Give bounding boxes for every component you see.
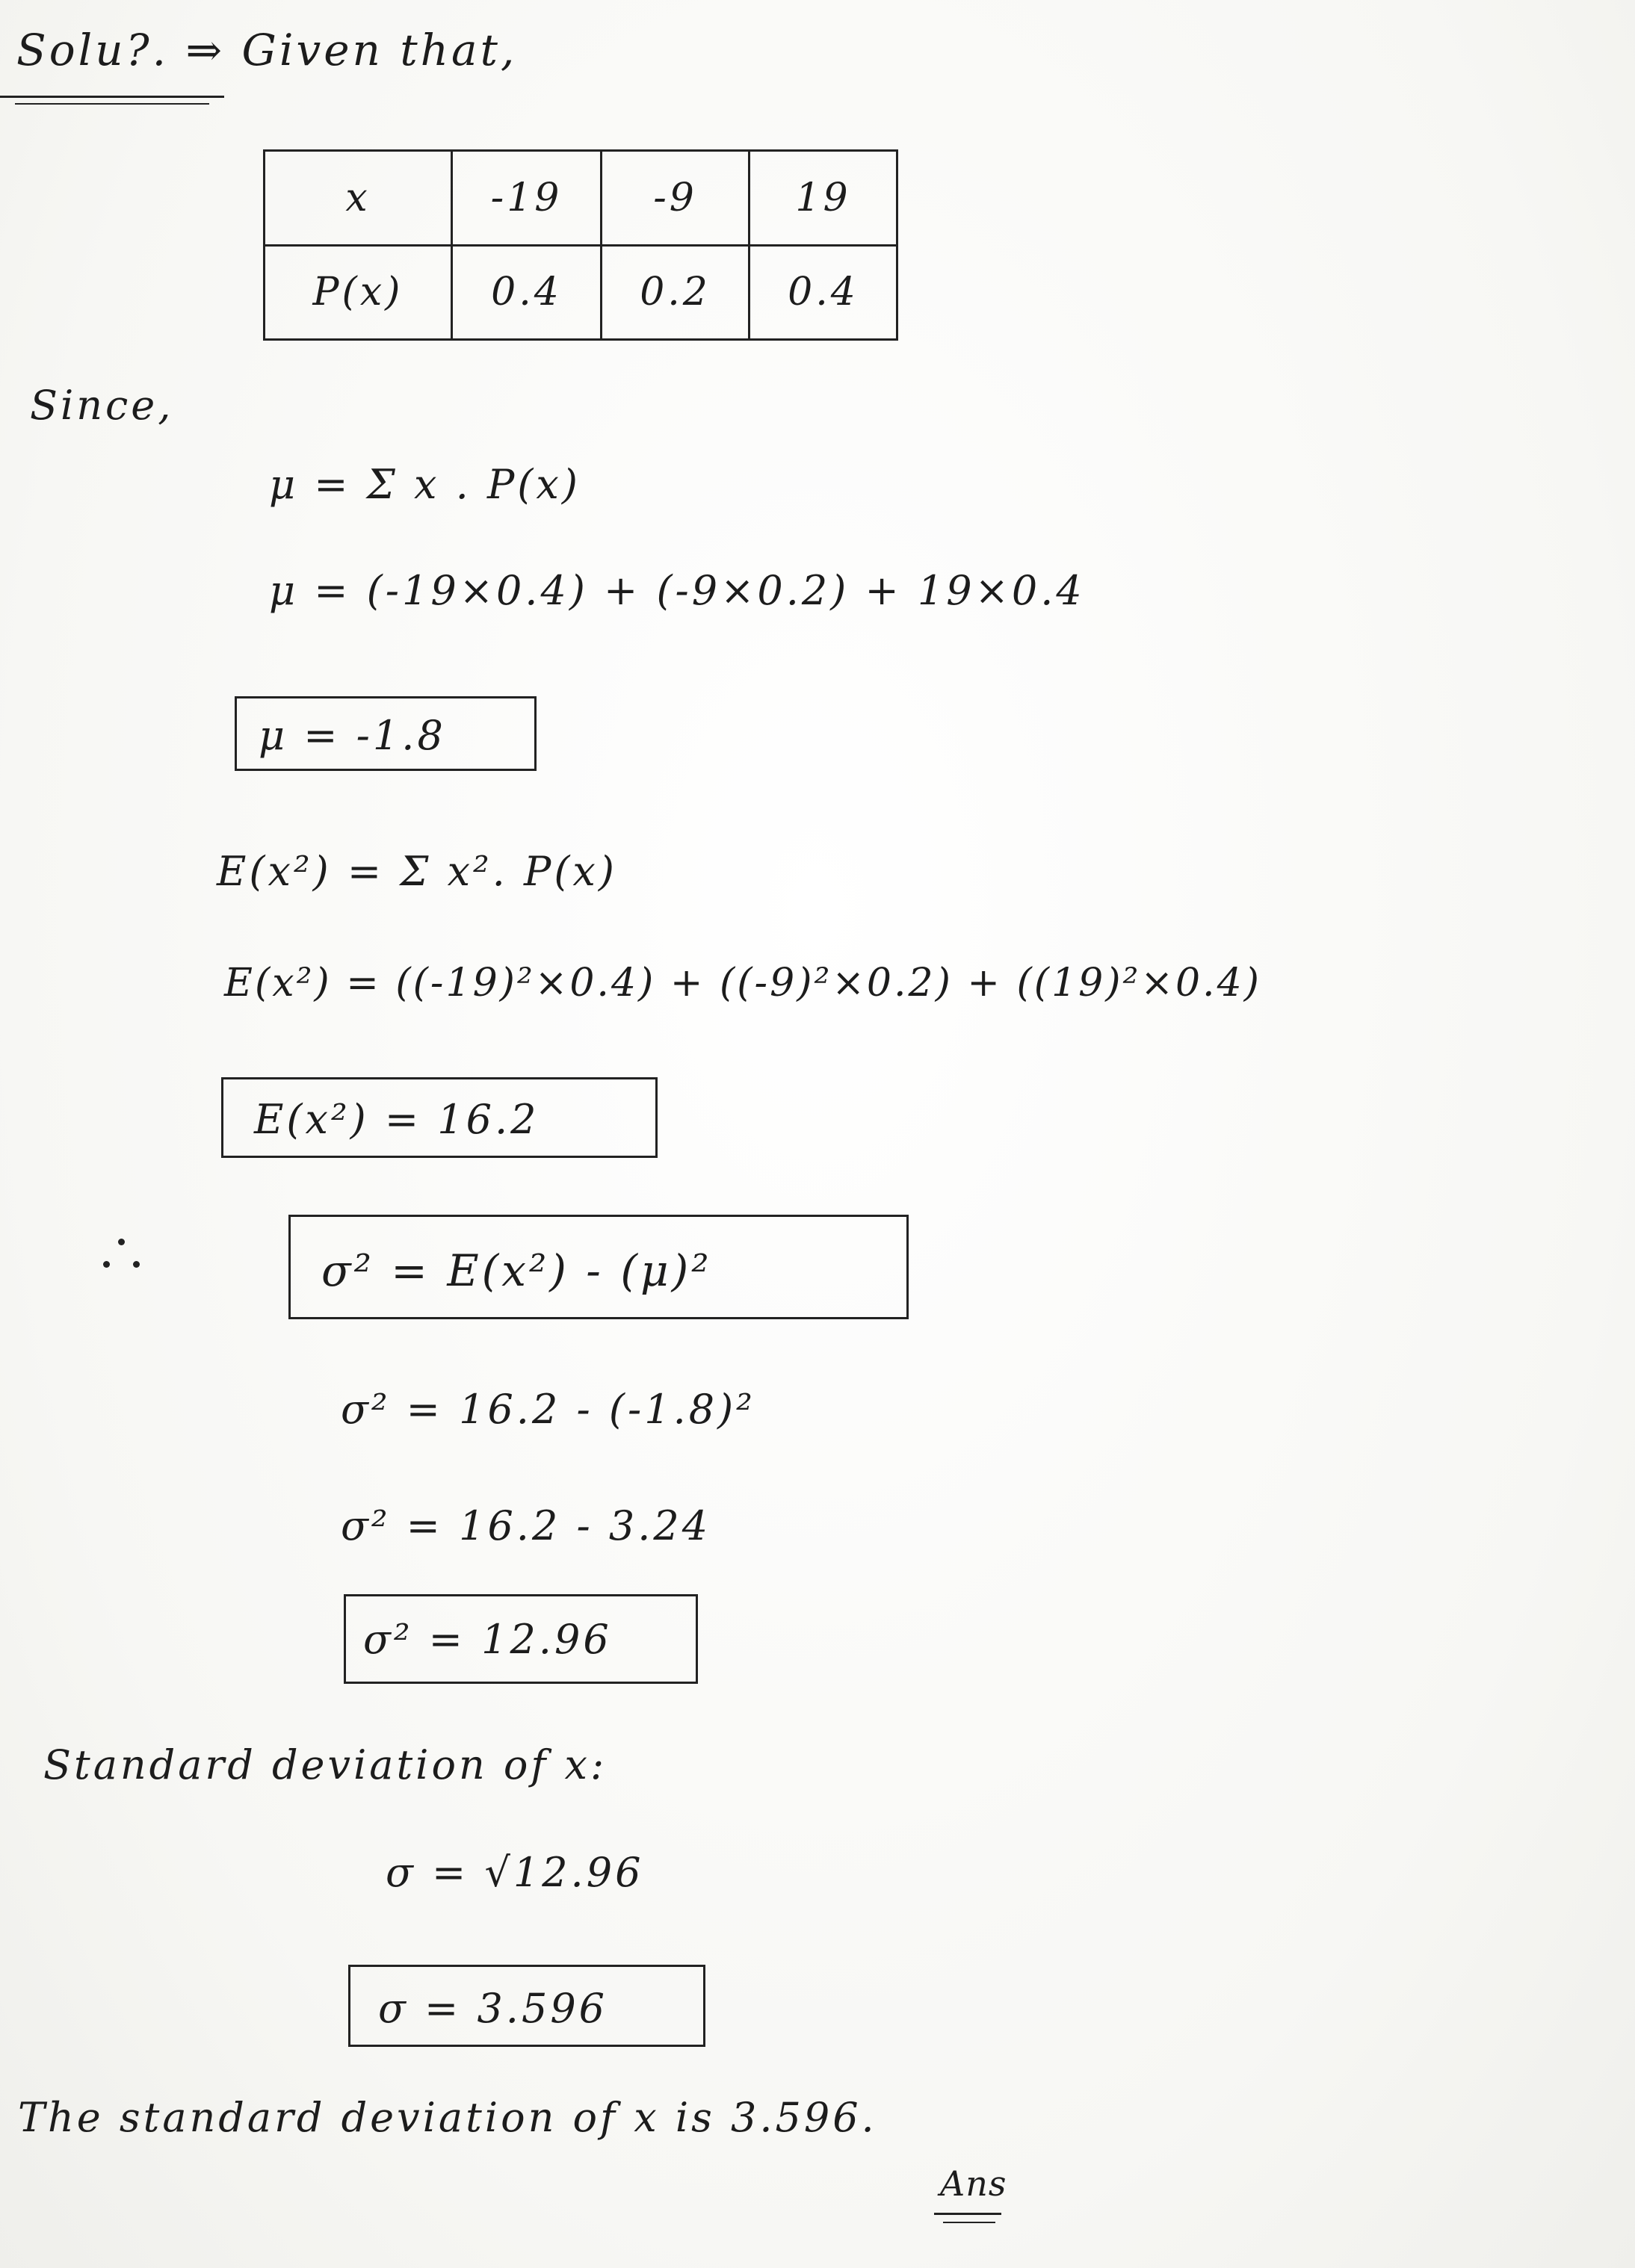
second-moment-result: E(x²) = 16.2 [254, 1096, 540, 1143]
table-row [265, 151, 897, 246]
answer-mark: Ans [940, 2163, 1007, 2204]
table-cell: P(x) [265, 245, 452, 340]
distribution-table [263, 149, 898, 341]
second-moment-formula: E(x²) = Σ x². P(x) [217, 848, 617, 895]
variance-step-2: σ² = 16.2 - 3.24 [341, 1502, 711, 1549]
answer-underline-2 [943, 2222, 995, 2223]
mean-formula: μ = Σ x . P(x) [269, 461, 581, 508]
table-cell: -9 [602, 151, 749, 246]
table-cell: -19 [452, 151, 602, 246]
table-cell: x [265, 151, 452, 246]
sd-heading: Standard deviation of x: [43, 1741, 608, 1788]
sd-formula: σ = √12.96 [386, 1849, 644, 1896]
mean-substitution: μ = (-19×0.4) + (-9×0.2) + 19×0.4 [269, 567, 1085, 614]
table-cell: 19 [749, 151, 897, 246]
table-cell: 0.4 [452, 245, 602, 340]
table-cell: 0.4 [749, 245, 897, 340]
solution-header: Solu?. ⇒ Given that, [16, 25, 518, 75]
since-label: Since, [30, 382, 174, 429]
conclusion-text: The standard deviation of x is 3.596. [18, 2094, 877, 2141]
header-underline [0, 96, 224, 98]
sd-result: σ = 3.596 [378, 1985, 608, 2032]
variance-step-1: σ² = 16.2 - (-1.8)² [341, 1386, 755, 1433]
variance-formula: σ² = E(x²) - (μ)² [321, 1245, 712, 1296]
therefore-icon [99, 1234, 143, 1279]
table-cell: 0.2 [602, 245, 749, 340]
second-moment-substitution: E(x²) = ((-19)²×0.4) + ((-9)²×0.2) + ((19)²×0.4) [224, 961, 1261, 1006]
mean-result: μ = -1.8 [259, 712, 446, 759]
header-underline-2 [15, 103, 209, 105]
answer-underline [934, 2213, 1001, 2215]
variance-result: σ² = 12.96 [363, 1616, 612, 1663]
table-row [265, 245, 897, 340]
